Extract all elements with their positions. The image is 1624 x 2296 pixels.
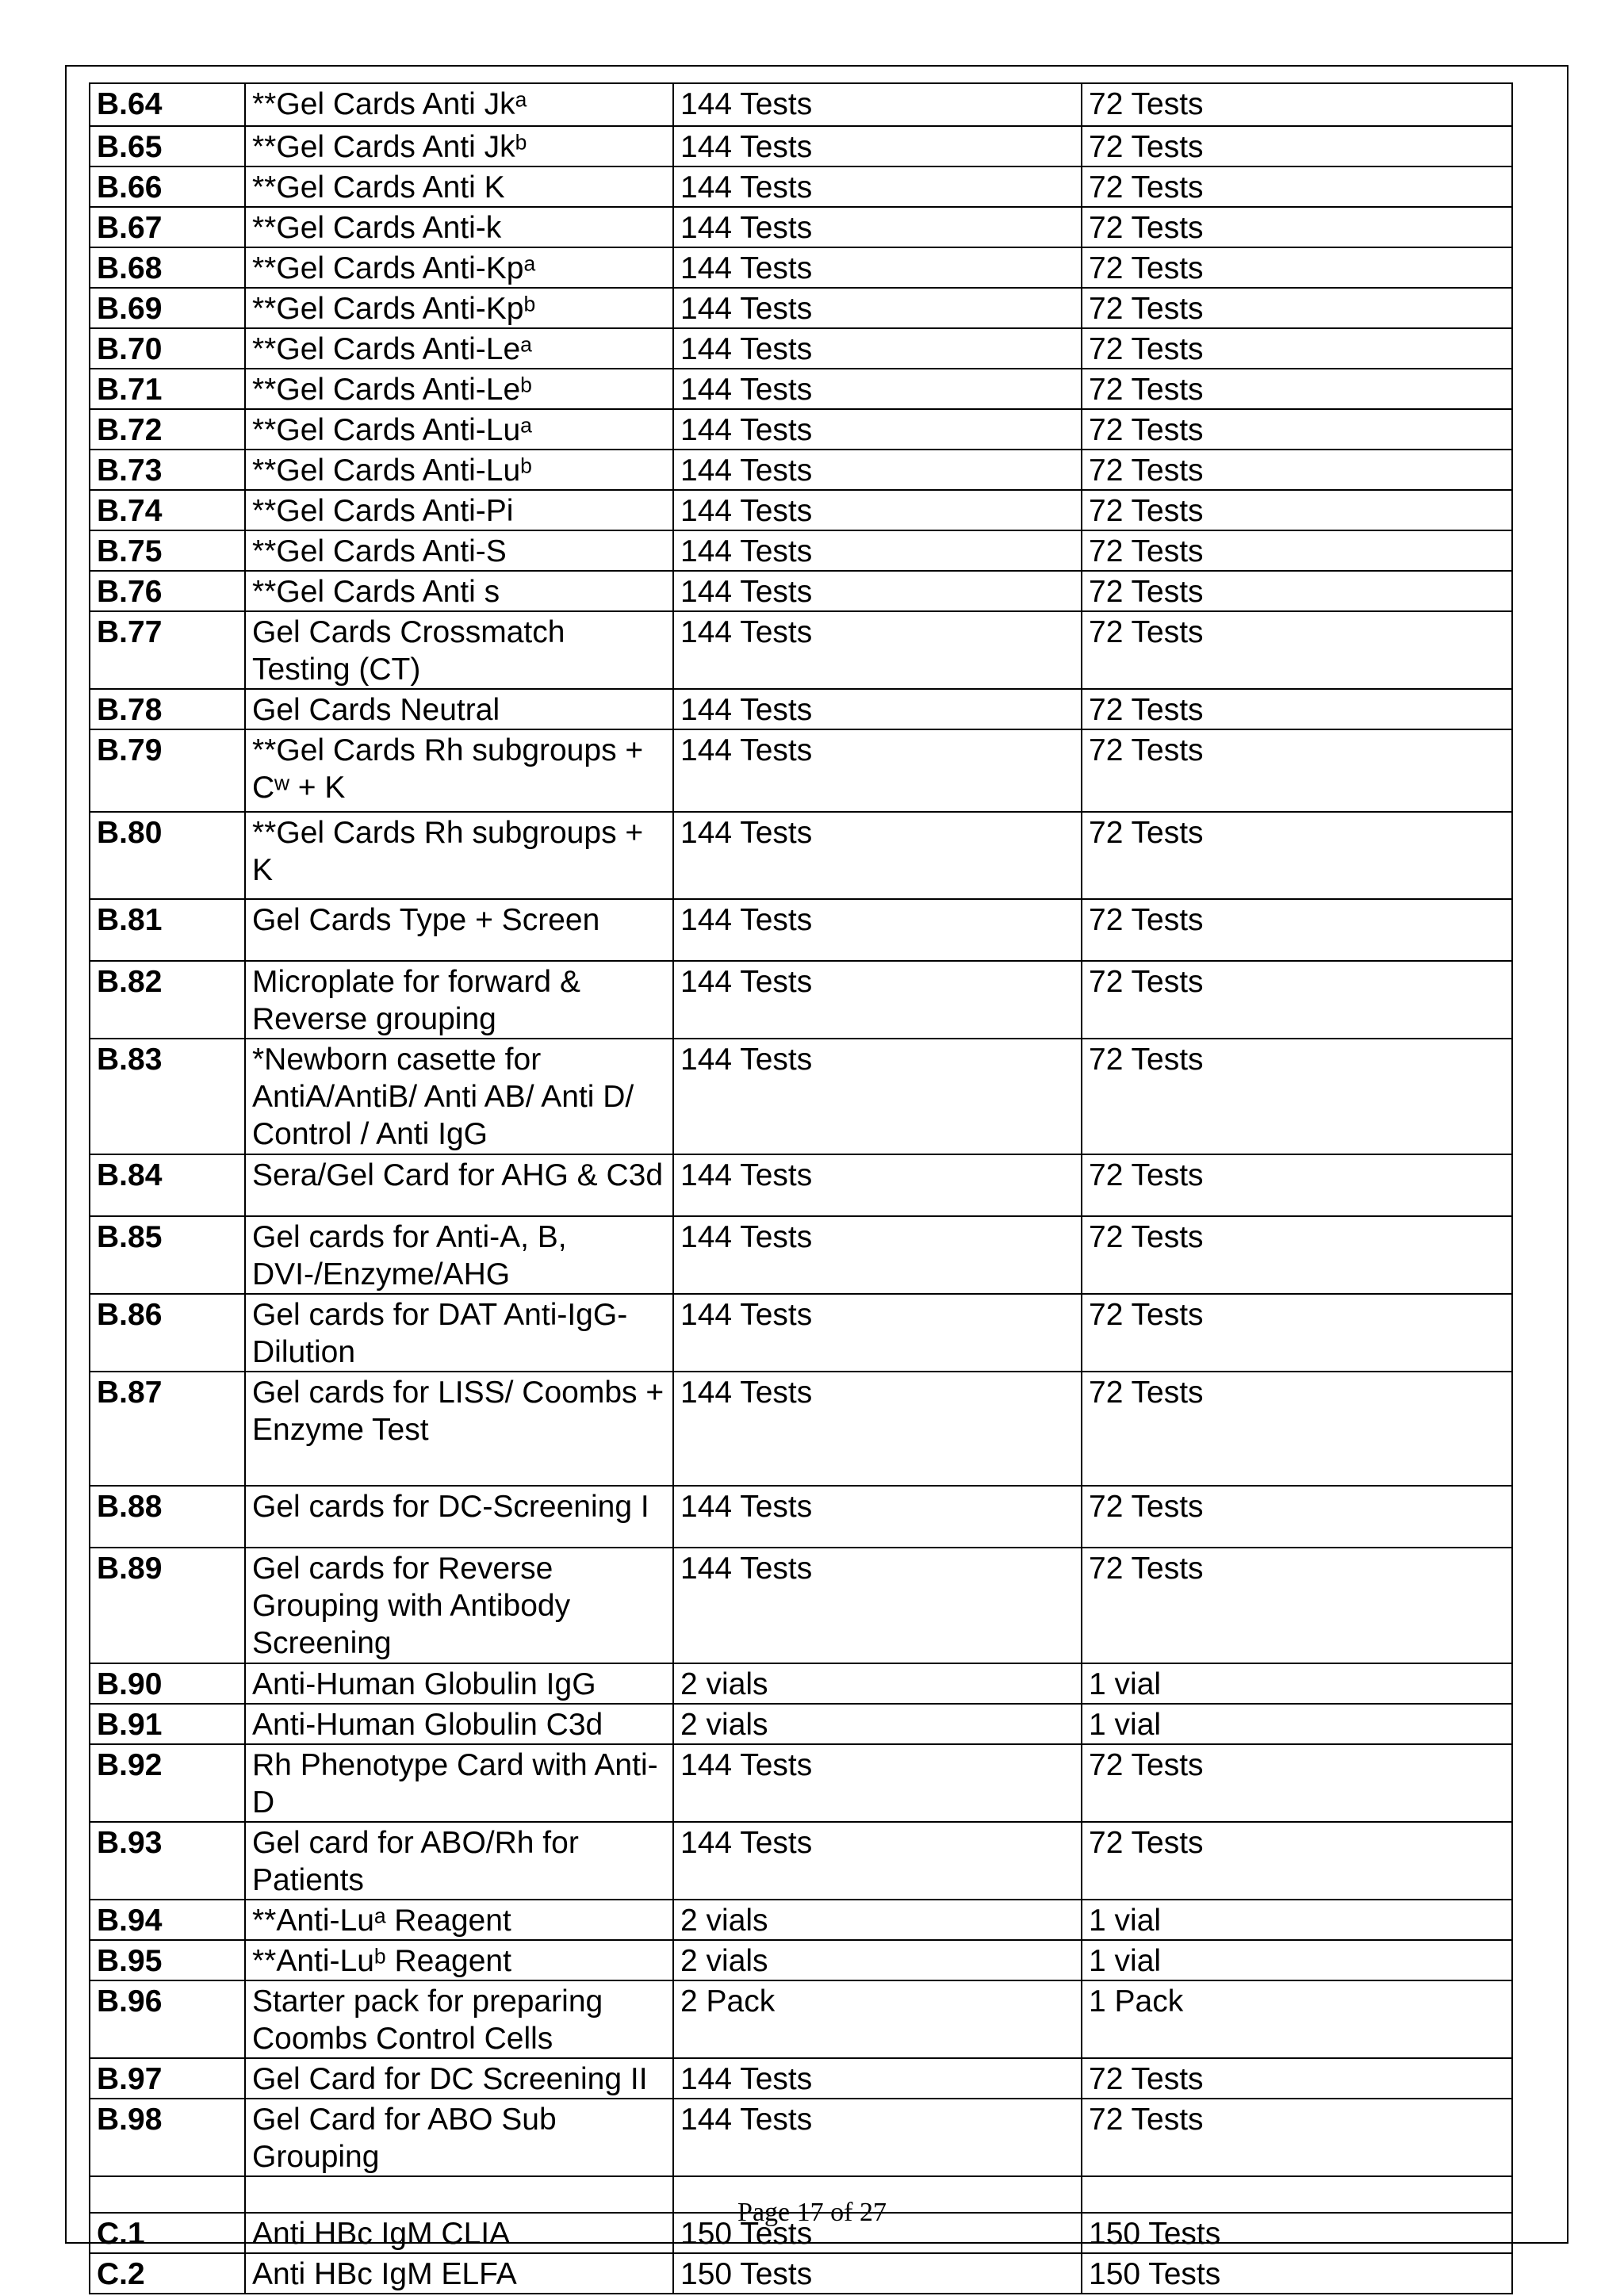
item-code: B.77 — [90, 611, 245, 689]
quantity-2: 72 Tests — [1082, 1216, 1512, 1294]
item-code: B.67 — [90, 207, 245, 247]
quantity-2: 72 Tests — [1082, 490, 1512, 530]
item-code: B.98 — [90, 2099, 245, 2176]
item-code: C.1 — [90, 2213, 245, 2253]
table-row — [90, 1704, 1512, 1744]
item-description: **Gel Cards Anti-Kpᵇ — [245, 288, 673, 328]
table-row — [90, 328, 1512, 369]
quantity-1: 144 Tests — [673, 2099, 1082, 2176]
quantity-1: 144 Tests — [673, 899, 1082, 961]
table-row — [90, 1372, 1512, 1486]
quantity-1: 144 Tests — [673, 1372, 1082, 1486]
item-description: Anti-Human Globulin IgG — [245, 1663, 673, 1704]
quantity-2: 72 Tests — [1082, 2099, 1512, 2176]
table-row — [90, 1154, 1512, 1216]
table-row — [90, 1940, 1512, 1980]
quantity-1: 144 Tests — [673, 689, 1082, 729]
table-row — [90, 2253, 1512, 2294]
item-code: B.68 — [90, 247, 245, 288]
quantity-1: 2 vials — [673, 1663, 1082, 1704]
item-description: Microplate for forward & Reverse grouping — [245, 961, 673, 1039]
quantity-1: 144 Tests — [673, 166, 1082, 207]
item-description: Gel Cards Crossmatch Testing (CT) — [245, 611, 673, 689]
quantity-1: 150 Tests — [673, 2213, 1082, 2253]
table-row — [90, 409, 1512, 450]
table-row — [90, 450, 1512, 490]
item-description: Sera/Gel Card for AHG & C3d — [245, 1154, 673, 1216]
quantity-1: 2 vials — [673, 1704, 1082, 1744]
table-row — [90, 1294, 1512, 1372]
item-code: B.66 — [90, 166, 245, 207]
item-code: C.2 — [90, 2253, 245, 2294]
item-code: B.89 — [90, 1548, 245, 1663]
item-description: **Gel Cards Anti Jkᵃ — [245, 83, 673, 126]
item-code: B.73 — [90, 450, 245, 490]
table-row — [90, 571, 1512, 611]
item-description: **Gel Cards Anti-k — [245, 207, 673, 247]
item-description: Gel cards for Reverse Grouping with Antibody Screening — [245, 1548, 673, 1663]
table-row — [90, 166, 1512, 207]
quantity-1: 144 Tests — [673, 409, 1082, 450]
items-table-body — [90, 83, 1512, 2294]
item-code: B.70 — [90, 328, 245, 369]
item-description: Rh Phenotype Card with Anti-D — [245, 1744, 673, 1822]
item-code: B.76 — [90, 571, 245, 611]
quantity-1: 144 Tests — [673, 288, 1082, 328]
item-code: B.94 — [90, 1900, 245, 1940]
quantity-1: 144 Tests — [673, 126, 1082, 166]
quantity-2: 72 Tests — [1082, 369, 1512, 409]
quantity-1: 144 Tests — [673, 207, 1082, 247]
quantity-1: 150 Tests — [673, 2253, 1082, 2294]
item-description: **Gel Cards Anti-Leᵃ — [245, 328, 673, 369]
quantity-1: 144 Tests — [673, 571, 1082, 611]
table-row — [90, 1900, 1512, 1940]
table-row — [90, 126, 1512, 166]
item-code: B.90 — [90, 1663, 245, 1704]
quantity-2: 72 Tests — [1082, 247, 1512, 288]
table-row — [90, 207, 1512, 247]
item-code: B.83 — [90, 1039, 245, 1154]
quantity-1: 144 Tests — [673, 450, 1082, 490]
quantity-2: 72 Tests — [1082, 1744, 1512, 1822]
quantity-2: 72 Tests — [1082, 729, 1512, 812]
quantity-2: 72 Tests — [1082, 961, 1512, 1039]
item-code: B.65 — [90, 126, 245, 166]
item-description: Gel cards for DC-Screening I — [245, 1486, 673, 1548]
table-row — [90, 530, 1512, 571]
quantity-2: 72 Tests — [1082, 611, 1512, 689]
quantity-2: 72 Tests — [1082, 126, 1512, 166]
quantity-1: 144 Tests — [673, 328, 1082, 369]
quantity-1: 144 Tests — [673, 1822, 1082, 1900]
table-row — [90, 729, 1512, 812]
quantity-1: 144 Tests — [673, 961, 1082, 1039]
table-row — [90, 1663, 1512, 1704]
item-code: B.97 — [90, 2058, 245, 2099]
table-row — [90, 1548, 1512, 1663]
quantity-2: 72 Tests — [1082, 899, 1512, 961]
item-code: B.74 — [90, 490, 245, 530]
item-code: B.95 — [90, 1940, 245, 1980]
quantity-1: 144 Tests — [673, 1486, 1082, 1548]
quantity-1: 144 Tests — [673, 2058, 1082, 2099]
item-description: Gel Cards Type + Screen — [245, 899, 673, 961]
item-description: **Gel Cards Anti-Pi — [245, 490, 673, 530]
table-row — [90, 1486, 1512, 1548]
table-row — [90, 1980, 1512, 2058]
quantity-2: 72 Tests — [1082, 571, 1512, 611]
item-description: **Anti-Luᵇ Reagent — [245, 1940, 673, 1980]
item-description: *Newborn casette for AntiA/AntiB/ Anti AB/ Anti D/ Control / Anti IgG — [245, 1039, 673, 1154]
item-description: **Gel Cards Anti s — [245, 571, 673, 611]
table-row — [90, 490, 1512, 530]
item-description: Gel cards for Anti-A, B, DVI-/Enzyme/AHG — [245, 1216, 673, 1294]
item-code: B.88 — [90, 1486, 245, 1548]
quantity-2: 72 Tests — [1082, 1154, 1512, 1216]
item-description: **Gel Cards Anti K — [245, 166, 673, 207]
item-description: Anti HBc IgM CLIA — [245, 2213, 673, 2253]
item-description: **Anti-Luᵃ Reagent — [245, 1900, 673, 1940]
page-number: Page 17 of 27 — [737, 2198, 887, 2227]
quantity-2: 72 Tests — [1082, 1486, 1512, 1548]
quantity-2: 72 Tests — [1082, 689, 1512, 729]
item-code: B.75 — [90, 530, 245, 571]
quantity-2: 1 vial — [1082, 1940, 1512, 1980]
quantity-1: 144 Tests — [673, 611, 1082, 689]
quantity-1: 144 Tests — [673, 1154, 1082, 1216]
quantity-1: 144 Tests — [673, 1039, 1082, 1154]
item-code: B.72 — [90, 409, 245, 450]
item-code: B.93 — [90, 1822, 245, 1900]
item-description: **Gel Cards Anti-Luᵃ — [245, 409, 673, 450]
item-code: B.87 — [90, 1372, 245, 1486]
item-code: B.86 — [90, 1294, 245, 1372]
quantity-1: 2 Pack — [673, 1980, 1082, 2058]
quantity-2: 72 Tests — [1082, 83, 1512, 126]
item-description: Anti-Human Globulin C3d — [245, 1704, 673, 1744]
table-row — [90, 812, 1512, 899]
quantity-2: 72 Tests — [1082, 288, 1512, 328]
quantity-2: 72 Tests — [1082, 1294, 1512, 1372]
item-description: Gel card for ABO/Rh for Patients — [245, 1822, 673, 1900]
item-code: B.64 — [90, 83, 245, 126]
item-code: B.84 — [90, 1154, 245, 1216]
item-code: B.91 — [90, 1704, 245, 1744]
item-code: B.92 — [90, 1744, 245, 1822]
item-code: B.78 — [90, 689, 245, 729]
quantity-2: 72 Tests — [1082, 207, 1512, 247]
item-code: B.69 — [90, 288, 245, 328]
quantity-2: 72 Tests — [1082, 328, 1512, 369]
table-row — [90, 2058, 1512, 2099]
quantity-1: 144 Tests — [673, 1294, 1082, 1372]
quantity-2: 72 Tests — [1082, 166, 1512, 207]
quantity-1: 144 Tests — [673, 369, 1082, 409]
item-code: B.81 — [90, 899, 245, 961]
item-description: **Gel Cards Anti-S — [245, 530, 673, 571]
quantity-2: 72 Tests — [1082, 1548, 1512, 1663]
quantity-2: 72 Tests — [1082, 1039, 1512, 1154]
table-row — [90, 1744, 1512, 1822]
item-description: Anti HBc IgM ELFA — [245, 2253, 673, 2294]
quantity-2: 72 Tests — [1082, 409, 1512, 450]
item-description: Gel cards for LISS/ Coombs + Enzyme Test — [245, 1372, 673, 1486]
item-code: B.85 — [90, 1216, 245, 1294]
quantity-2: 1 vial — [1082, 1704, 1512, 1744]
quantity-2: 150 Tests — [1082, 2213, 1512, 2253]
quantity-2: 72 Tests — [1082, 1822, 1512, 1900]
quantity-1: 2 vials — [673, 1940, 1082, 1980]
items-table — [89, 82, 1513, 2294]
table-row — [90, 247, 1512, 288]
item-code: B.80 — [90, 812, 245, 899]
quantity-1: 144 Tests — [673, 490, 1082, 530]
quantity-2: 72 Tests — [1082, 812, 1512, 899]
quantity-1: 144 Tests — [673, 83, 1082, 126]
quantity-1: 144 Tests — [673, 530, 1082, 571]
item-description: **Gel Cards Anti-Kpᵃ — [245, 247, 673, 288]
item-description: **Gel Cards Rh subgroups + Cʷ + K — [245, 729, 673, 812]
item-code: B.82 — [90, 961, 245, 1039]
table-row — [90, 961, 1512, 1039]
quantity-2: 1 vial — [1082, 1663, 1512, 1704]
table-row — [90, 83, 1512, 126]
item-description: Gel Card for ABO Sub Grouping — [245, 2099, 673, 2176]
item-description: Gel Card for DC Screening II — [245, 2058, 673, 2099]
table-row — [90, 1822, 1512, 1900]
quantity-1: 144 Tests — [673, 1216, 1082, 1294]
item-description: **Gel Cards Anti-Leᵇ — [245, 369, 673, 409]
quantity-1: 144 Tests — [673, 812, 1082, 899]
item-description: Gel Cards Neutral — [245, 689, 673, 729]
table-row — [90, 1039, 1512, 1154]
table-row — [90, 2099, 1512, 2176]
item-code: B.71 — [90, 369, 245, 409]
item-code: B.79 — [90, 729, 245, 812]
item-code: B.96 — [90, 1980, 245, 2058]
item-description: Gel cards for DAT Anti-IgG-Dilution — [245, 1294, 673, 1372]
item-description: **Gel Cards Rh subgroups + K — [245, 812, 673, 899]
item-description: Starter pack for preparing Coombs Control Cells — [245, 1980, 673, 2058]
item-description: **Gel Cards Anti Jkᵇ — [245, 126, 673, 166]
quantity-1: 144 Tests — [673, 729, 1082, 812]
quantity-1: 144 Tests — [673, 1548, 1082, 1663]
item-description: **Gel Cards Anti-Luᵇ — [245, 450, 673, 490]
quantity-1: 2 vials — [673, 1900, 1082, 1940]
quantity-2: 1 Pack — [1082, 1980, 1512, 2058]
quantity-1: 144 Tests — [673, 247, 1082, 288]
quantity-2: 72 Tests — [1082, 450, 1512, 490]
table-row — [90, 288, 1512, 328]
table-row — [90, 369, 1512, 409]
quantity-2: 72 Tests — [1082, 1372, 1512, 1486]
quantity-2: 72 Tests — [1082, 530, 1512, 571]
quantity-2: 150 Tests — [1082, 2253, 1512, 2294]
table-row — [90, 1216, 1512, 1294]
table-row — [90, 689, 1512, 729]
quantity-2: 72 Tests — [1082, 2058, 1512, 2099]
quantity-1: 144 Tests — [673, 1744, 1082, 1822]
table-row — [90, 611, 1512, 689]
table-row — [90, 899, 1512, 961]
quantity-2: 1 vial — [1082, 1900, 1512, 1940]
